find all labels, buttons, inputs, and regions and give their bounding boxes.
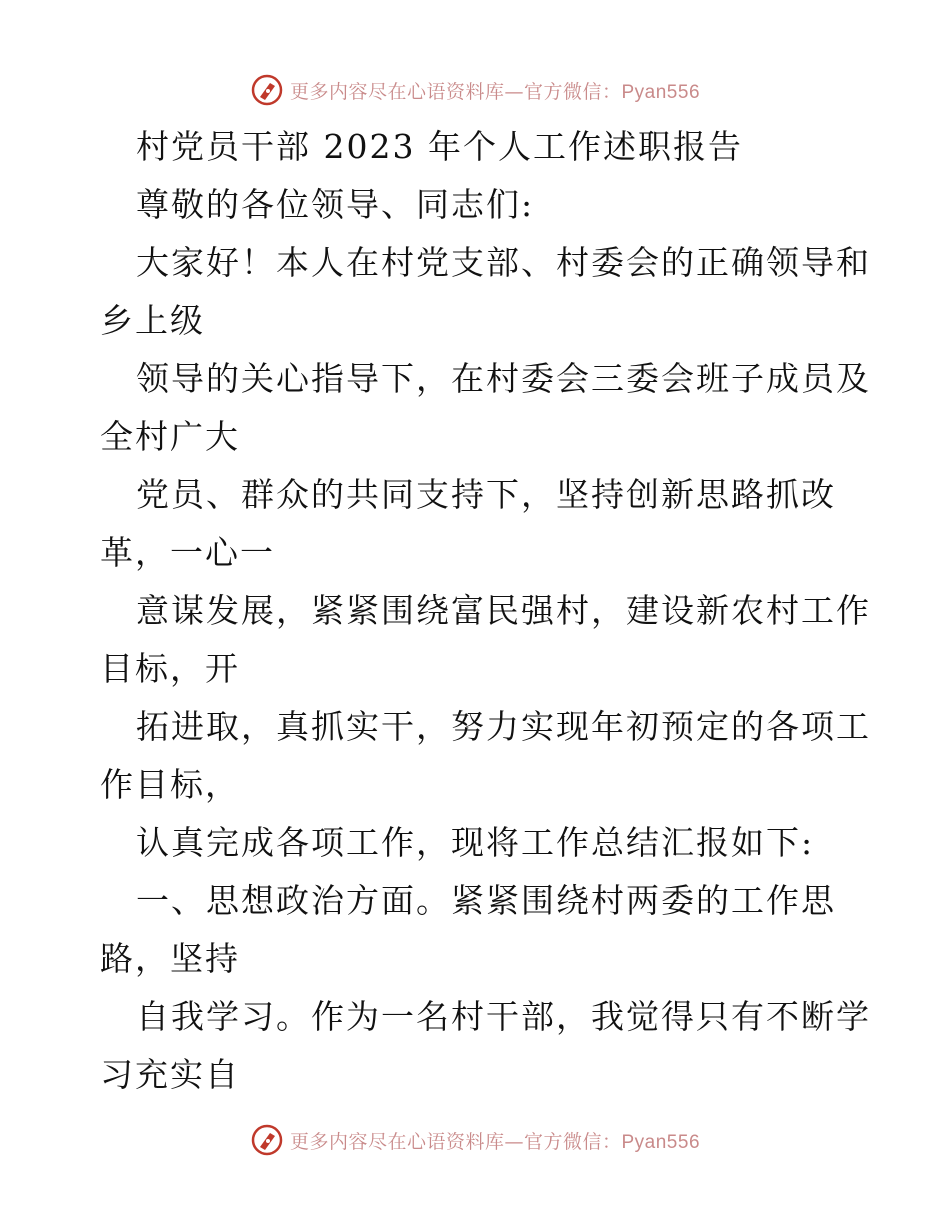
watermark-text: 更多内容尽在心语资料库—官方微信：Pyan556 (289, 80, 701, 103)
doc-line-9: 意谋发展，紧紧围绕富民强村，建设新农村工作 (136, 591, 871, 630)
doc-line-1: 村党员干部 2023 年个人工作述职报告 (136, 127, 743, 166)
doc-line-14: 一、思想政治方面。紧紧围绕村两委的工作思 (136, 881, 836, 920)
doc-line-7: 党员、群众的共同支持下，坚持创新思路抓改 (136, 475, 836, 514)
doc-line-8: 革，一心一 (100, 533, 275, 572)
document-body (100, 118, 871, 1104)
doc-line-16: 自我学习。作为一名村干部，我觉得只有不断学 (136, 997, 871, 1036)
doc-line-4: 乡上级 (100, 301, 205, 340)
doc-line-13: 认真完成各项工作，现将工作总结汇报如下: (136, 823, 815, 862)
doc-line-5: 领导的关心指导下，在村委会三委会班子成员及 (136, 359, 871, 398)
pen-nib-logo-icon (250, 1123, 284, 1157)
footer-watermark (0, 1120, 950, 1160)
doc-line-10: 目标，开 (100, 649, 240, 688)
header-watermark (0, 70, 950, 110)
watermark-text: 更多内容尽在心语资料库—官方微信：Pyan556 (289, 1130, 701, 1153)
doc-line-6: 全村广大 (100, 417, 240, 456)
pen-nib-logo-icon (250, 73, 284, 107)
doc-line-11: 拓进取，真抓实干，努力实现年初预定的各项工 (136, 707, 871, 746)
doc-line-3: 大家好！本人在村党支部、村委会的正确领导和 (136, 243, 871, 282)
doc-line-17: 习充实自 (100, 1055, 240, 1094)
doc-line-2: 尊敬的各位领导、同志们: (136, 185, 535, 224)
doc-line-12: 作目标， (100, 765, 240, 804)
doc-line-15: 路，坚持 (100, 939, 240, 978)
